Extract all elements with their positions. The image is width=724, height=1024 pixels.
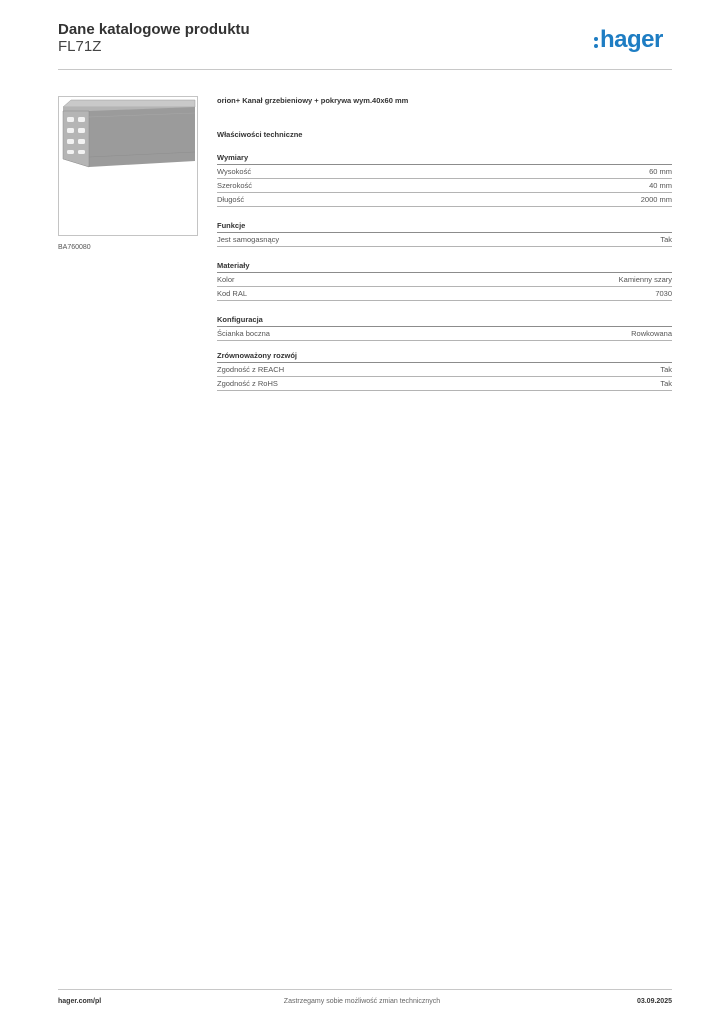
spec-row <box>217 193 672 207</box>
spec-value: 40 mm <box>649 181 672 190</box>
spec-label: Szerokość <box>217 181 253 190</box>
product-image <box>58 96 198 236</box>
spec-value: 7030 <box>655 289 672 298</box>
hager-logo <box>594 27 663 53</box>
spec-row <box>217 327 672 341</box>
group-title: Wymiary <box>217 153 672 165</box>
spec-value: Rowkowana <box>631 329 672 338</box>
group-title: Materiały <box>217 261 672 273</box>
spec-row <box>217 273 672 287</box>
spec-label: Kod RAL <box>217 289 248 298</box>
group-title: Zrównoważony rozwój <box>217 351 672 363</box>
spec-label: Kolor <box>217 275 235 284</box>
spec-group-configuration <box>217 315 672 341</box>
spec-row <box>217 377 672 391</box>
spec-group-sustainability <box>217 351 672 391</box>
header-divider <box>58 69 672 70</box>
spec-value: 2000 mm <box>640 195 672 204</box>
group-title: Konfiguracja <box>217 315 672 327</box>
spec-row <box>217 165 672 179</box>
footer-date: 03.09.2025 <box>636 998 672 1005</box>
spec-row <box>217 179 672 193</box>
specifications <box>217 96 672 391</box>
spec-value: Kamienny szary <box>618 275 672 284</box>
group-title: Funkcje <box>217 221 672 233</box>
product-description: orion+ Kanał grzebieniowy + pokrywa wym.40x60 mm <box>217 96 409 105</box>
image-caption: BA760080 <box>58 244 91 251</box>
spec-row <box>217 233 672 247</box>
spec-label: Jest samogasnący <box>217 235 280 244</box>
spec-group-dimensions <box>217 153 672 207</box>
spec-group-functions <box>217 221 672 247</box>
spec-label: Zgodność z REACH <box>217 365 285 374</box>
spec-value: Tak <box>660 379 672 388</box>
product-code: FL71Z <box>58 38 102 55</box>
footer-notice: Zastrzegamy sobie możliwość zmian technicznych <box>283 998 441 1005</box>
spec-value: Tak <box>660 235 672 244</box>
section-title: Właściwości techniczne <box>217 130 303 139</box>
spec-label: Wysokość <box>217 167 252 176</box>
spec-value: 60 mm <box>649 167 672 176</box>
spec-group-materials <box>217 261 672 301</box>
page-title: Dane katalogowe produktu <box>58 21 250 38</box>
logo-text: hager <box>600 26 663 53</box>
spec-value: Tak <box>660 365 672 374</box>
cable-trunking-illustration <box>59 97 197 235</box>
spec-label: Długość <box>217 195 245 204</box>
spec-row <box>217 363 672 377</box>
footer-website-link[interactable]: hager.com/pl <box>58 998 102 1005</box>
spec-label: Ścianka boczna <box>217 329 270 338</box>
spec-row <box>217 287 672 301</box>
footer-divider <box>58 989 672 990</box>
logo-dots-icon <box>594 37 598 48</box>
spec-label: Zgodność z RoHS <box>217 379 278 388</box>
